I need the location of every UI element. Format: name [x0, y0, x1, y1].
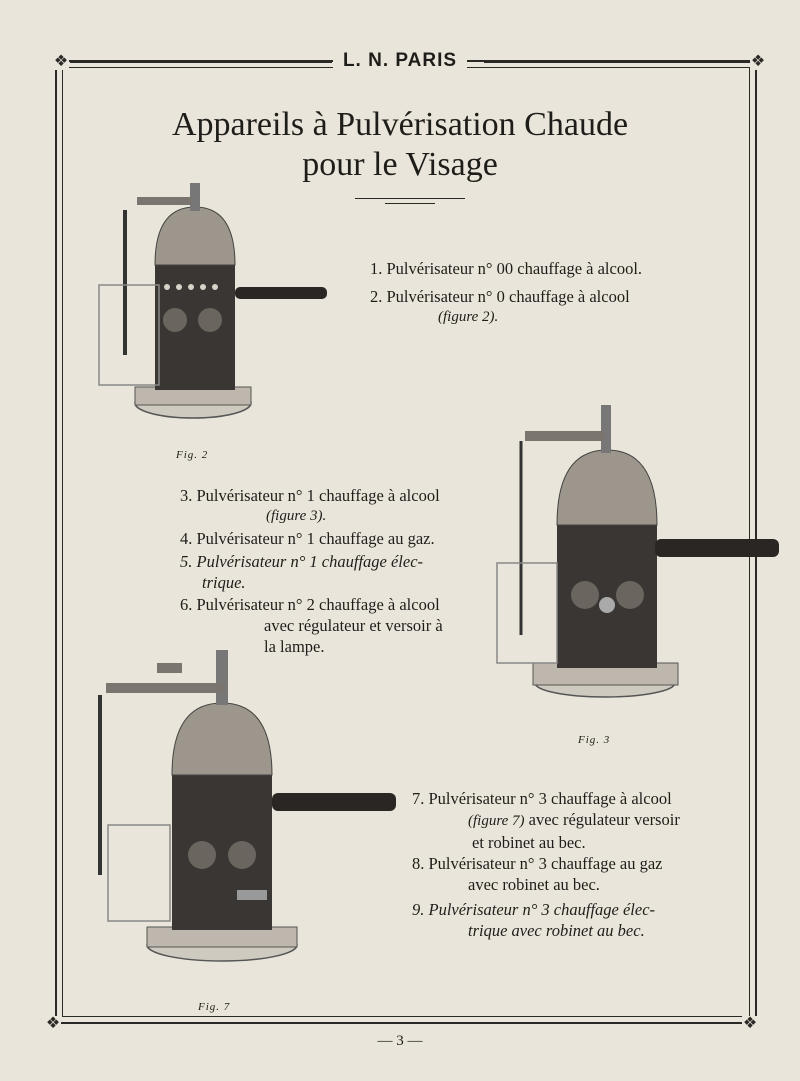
- list-item: 7. Pulvérisateur n° 3 chauffage à alcool (figure 7) avec régulateur versoir et robinet au bec.: [412, 789, 680, 852]
- list-item: 3. Pulvérisateur n° 1 chauffage à alcool (figure 3).: [180, 486, 440, 524]
- page-title-line1: Appareils à Pulvérisation Chaude: [171, 106, 629, 143]
- list-item: 1. Pulvérisateur n° 00 chauffage à alcool.: [370, 259, 643, 278]
- figure-label: Fig. 7: [198, 1001, 231, 1013]
- brand-header: L. N. PARIS: [0, 50, 800, 72]
- list-item: 4. Pulvérisateur n° 1 chauffage au gaz.: [180, 529, 435, 548]
- list-item: 8. Pulvérisateur n° 3 chauffage au gaz avec robinet au bec.: [412, 854, 663, 894]
- corner-ornament-icon: ❖: [750, 53, 766, 70]
- list-item: 2. Pulvérisateur n° 0 chauffage à alcool (figure 2).: [370, 287, 630, 325]
- page-number: — 3 —: [377, 1033, 423, 1049]
- list-item: 9. Pulvérisateur n° 3 chauffage élec- trique avec robinet au bec.: [412, 900, 656, 940]
- figure-2-illustration: [95, 165, 335, 445]
- figure-label: Fig. 3: [578, 734, 611, 746]
- corner-ornament-icon: ❖: [742, 1015, 758, 1032]
- figure-7-illustration: [92, 645, 402, 975]
- title-divider: [385, 203, 435, 204]
- corner-ornament-icon: ❖: [53, 53, 69, 70]
- title-divider: [355, 198, 465, 199]
- page-title-line2: pour le Visage: [302, 146, 498, 183]
- list-item: 5. Pulvérisateur n° 1 chauffage élec- trique.: [180, 552, 424, 592]
- figure-label: Fig. 2: [176, 449, 209, 461]
- list-item: 6. Pulvérisateur n° 2 chauffage à alcool avec régulateur et versoir à la lampe.: [180, 595, 443, 656]
- corner-ornament-icon: ❖: [45, 1015, 61, 1032]
- figure-3-illustration: [495, 395, 785, 705]
